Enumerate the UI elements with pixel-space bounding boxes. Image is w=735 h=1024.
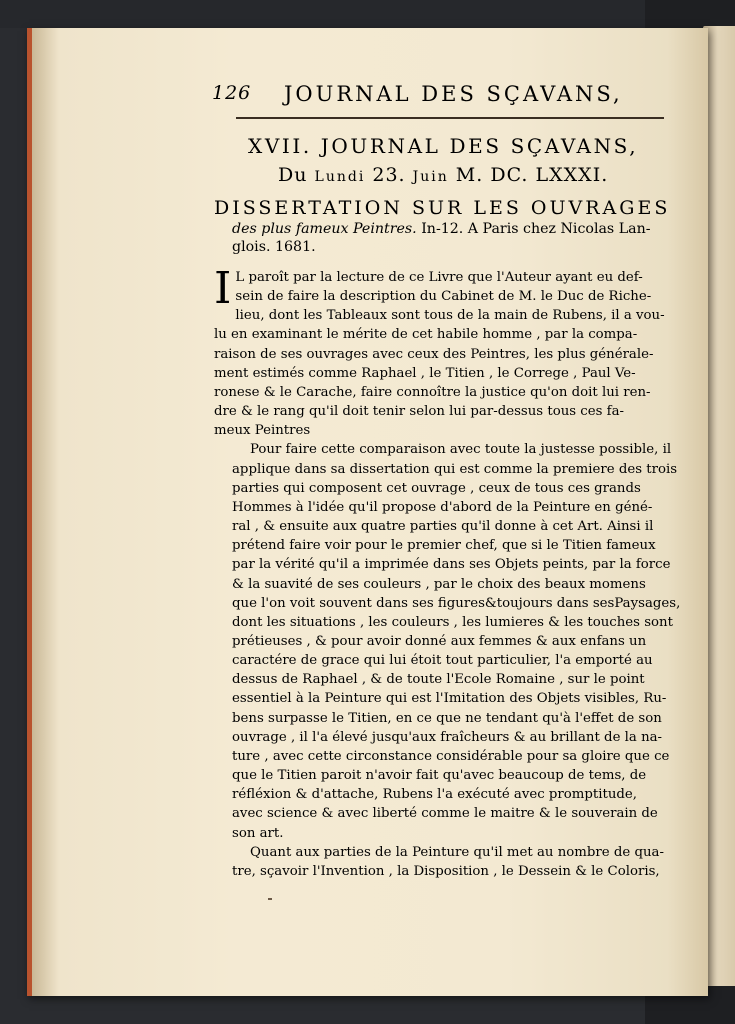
- article-body: [214, 263, 681, 881]
- text-line: bens surpasse le Titien, en ce que ne tendant qu'à l'effet de son: [232, 710, 662, 726]
- text-line: & la suavité de ses couleurs , par le choix des beaux momens: [232, 576, 646, 592]
- article-sub-line2: glois. 1681.: [232, 239, 316, 255]
- text-line: caractére de grace qui lui étoit tout particulier, l'a emporté au: [232, 653, 653, 669]
- text-line: lieu, dont les Tableaux sont tous de la main de Rubens, il a vou-: [235, 308, 665, 324]
- text-line: dessus de Raphael , & de toute l'Ecole Romaine , sur le point: [232, 672, 645, 688]
- text-line: ture , avec cette circonstance considérable pour sa gloire que ce: [232, 748, 670, 764]
- text-line: Pour faire cette comparaison avec toute la justesse possible, il: [250, 442, 672, 458]
- text-line: Hommes à l'idée qu'il propose d'abord de la Peinture en géné-: [232, 499, 653, 515]
- date-year: M. DC. LXXXI.: [455, 164, 609, 186]
- text-line: dre & le rang qu'il doit tenir selon lui par-dessus tous ces fa-: [214, 404, 625, 420]
- paragraph-1: [214, 263, 680, 440]
- text-line: tre, sçavoir l'Invention , la Disposition , le Dessein & le Coloris,: [232, 863, 660, 879]
- article-sub-italic: des plus fameux Peintres.: [232, 221, 417, 237]
- text-line: prétend faire voir pour le premier chef, que si le Titien fameux: [232, 538, 656, 554]
- date-month: Juin: [412, 169, 449, 185]
- ink-mark: [268, 898, 272, 900]
- date-day: Lundi: [314, 169, 366, 185]
- text-line: essentiel à la Peinture qui est l'Imitation des Objets visibles, Ru-: [232, 691, 667, 707]
- article-sub-roman: In-12. A Paris chez Nicolas Lan-: [416, 221, 651, 237]
- page-number: 126: [212, 82, 252, 104]
- text-line: parties qui composent cet ouvrage , ceux de tous ces grands: [232, 480, 641, 496]
- text-line: L paroît par la lecture de ce Livre que l'Auteur ayant eu def-: [235, 270, 643, 285]
- text-line: que le Titien paroit n'avoir fait qu'avec beaucoup de tems, de: [232, 768, 647, 784]
- running-head: [188, 80, 668, 110]
- text-line: raison de ses ouvrages avec ceux des Peintres, les plus générale-: [214, 346, 654, 362]
- text-line: lu en examinant le mérite de cet habile homme , par la compa-: [214, 327, 638, 343]
- issue-date: [278, 164, 608, 186]
- paragraph-2: [214, 440, 680, 842]
- text-line: ronese & le Carache, faire connoître la justice qu'on doit lui ren-: [214, 384, 651, 400]
- date-day-number: 23.: [372, 164, 406, 186]
- scan-background-top: [0, 0, 735, 28]
- issue-title: XVII. JOURNAL DES SÇAVANS,: [248, 134, 639, 158]
- text-line: son art.: [232, 825, 284, 841]
- running-title: JOURNAL DES SÇAVANS,: [284, 82, 623, 106]
- drop-cap: I: [214, 263, 232, 314]
- text-line: applique dans sa dissertation qui est comme la premiere des trois: [232, 461, 678, 477]
- text-line: réfléxion & d'attache, Rubens l'a exécuté avec promptitude,: [232, 787, 638, 803]
- text-line: par la vérité qu'il a imprimée dans ses Objets peints, par la force: [232, 557, 671, 573]
- text-line: sein de faire la description du Cabinet de M. le Duc de Riche-: [235, 289, 652, 305]
- text-line: ouvrage , il l'a élevé jusqu'aux fraîcheurs & au brillant de la na-: [232, 729, 663, 745]
- text-line: ment estimés comme Raphael , le Titien , le Correge , Paul Ve-: [214, 365, 636, 381]
- article-subheading: [232, 220, 680, 256]
- text-line: meux Peintres: [214, 423, 311, 439]
- text-line: avec science & avec liberté comme le maitre & le souverain de: [232, 806, 658, 822]
- text-line: que l'on voit souvent dans ses figures&toujours dans sesPaysages,: [232, 595, 681, 611]
- text-line: dont les situations , les couleurs , les lumieres & les touches sont: [232, 614, 673, 630]
- date-prefix: Du: [278, 164, 308, 186]
- text-line: ral , & ensuite aux quatre parties qu'il donne à cet Art. Ainsi il: [232, 519, 654, 535]
- text-line: prétieuses , & pour avoir donné aux femmes & aux enfans un: [232, 633, 647, 649]
- text-line: Quant aux parties de la Peinture qu'il met au nombre de qua-: [250, 844, 664, 860]
- header-rule: [236, 117, 664, 119]
- paragraph-3: [214, 843, 680, 881]
- article-heading: DISSERTATION SUR LES OUVRAGES: [214, 197, 671, 219]
